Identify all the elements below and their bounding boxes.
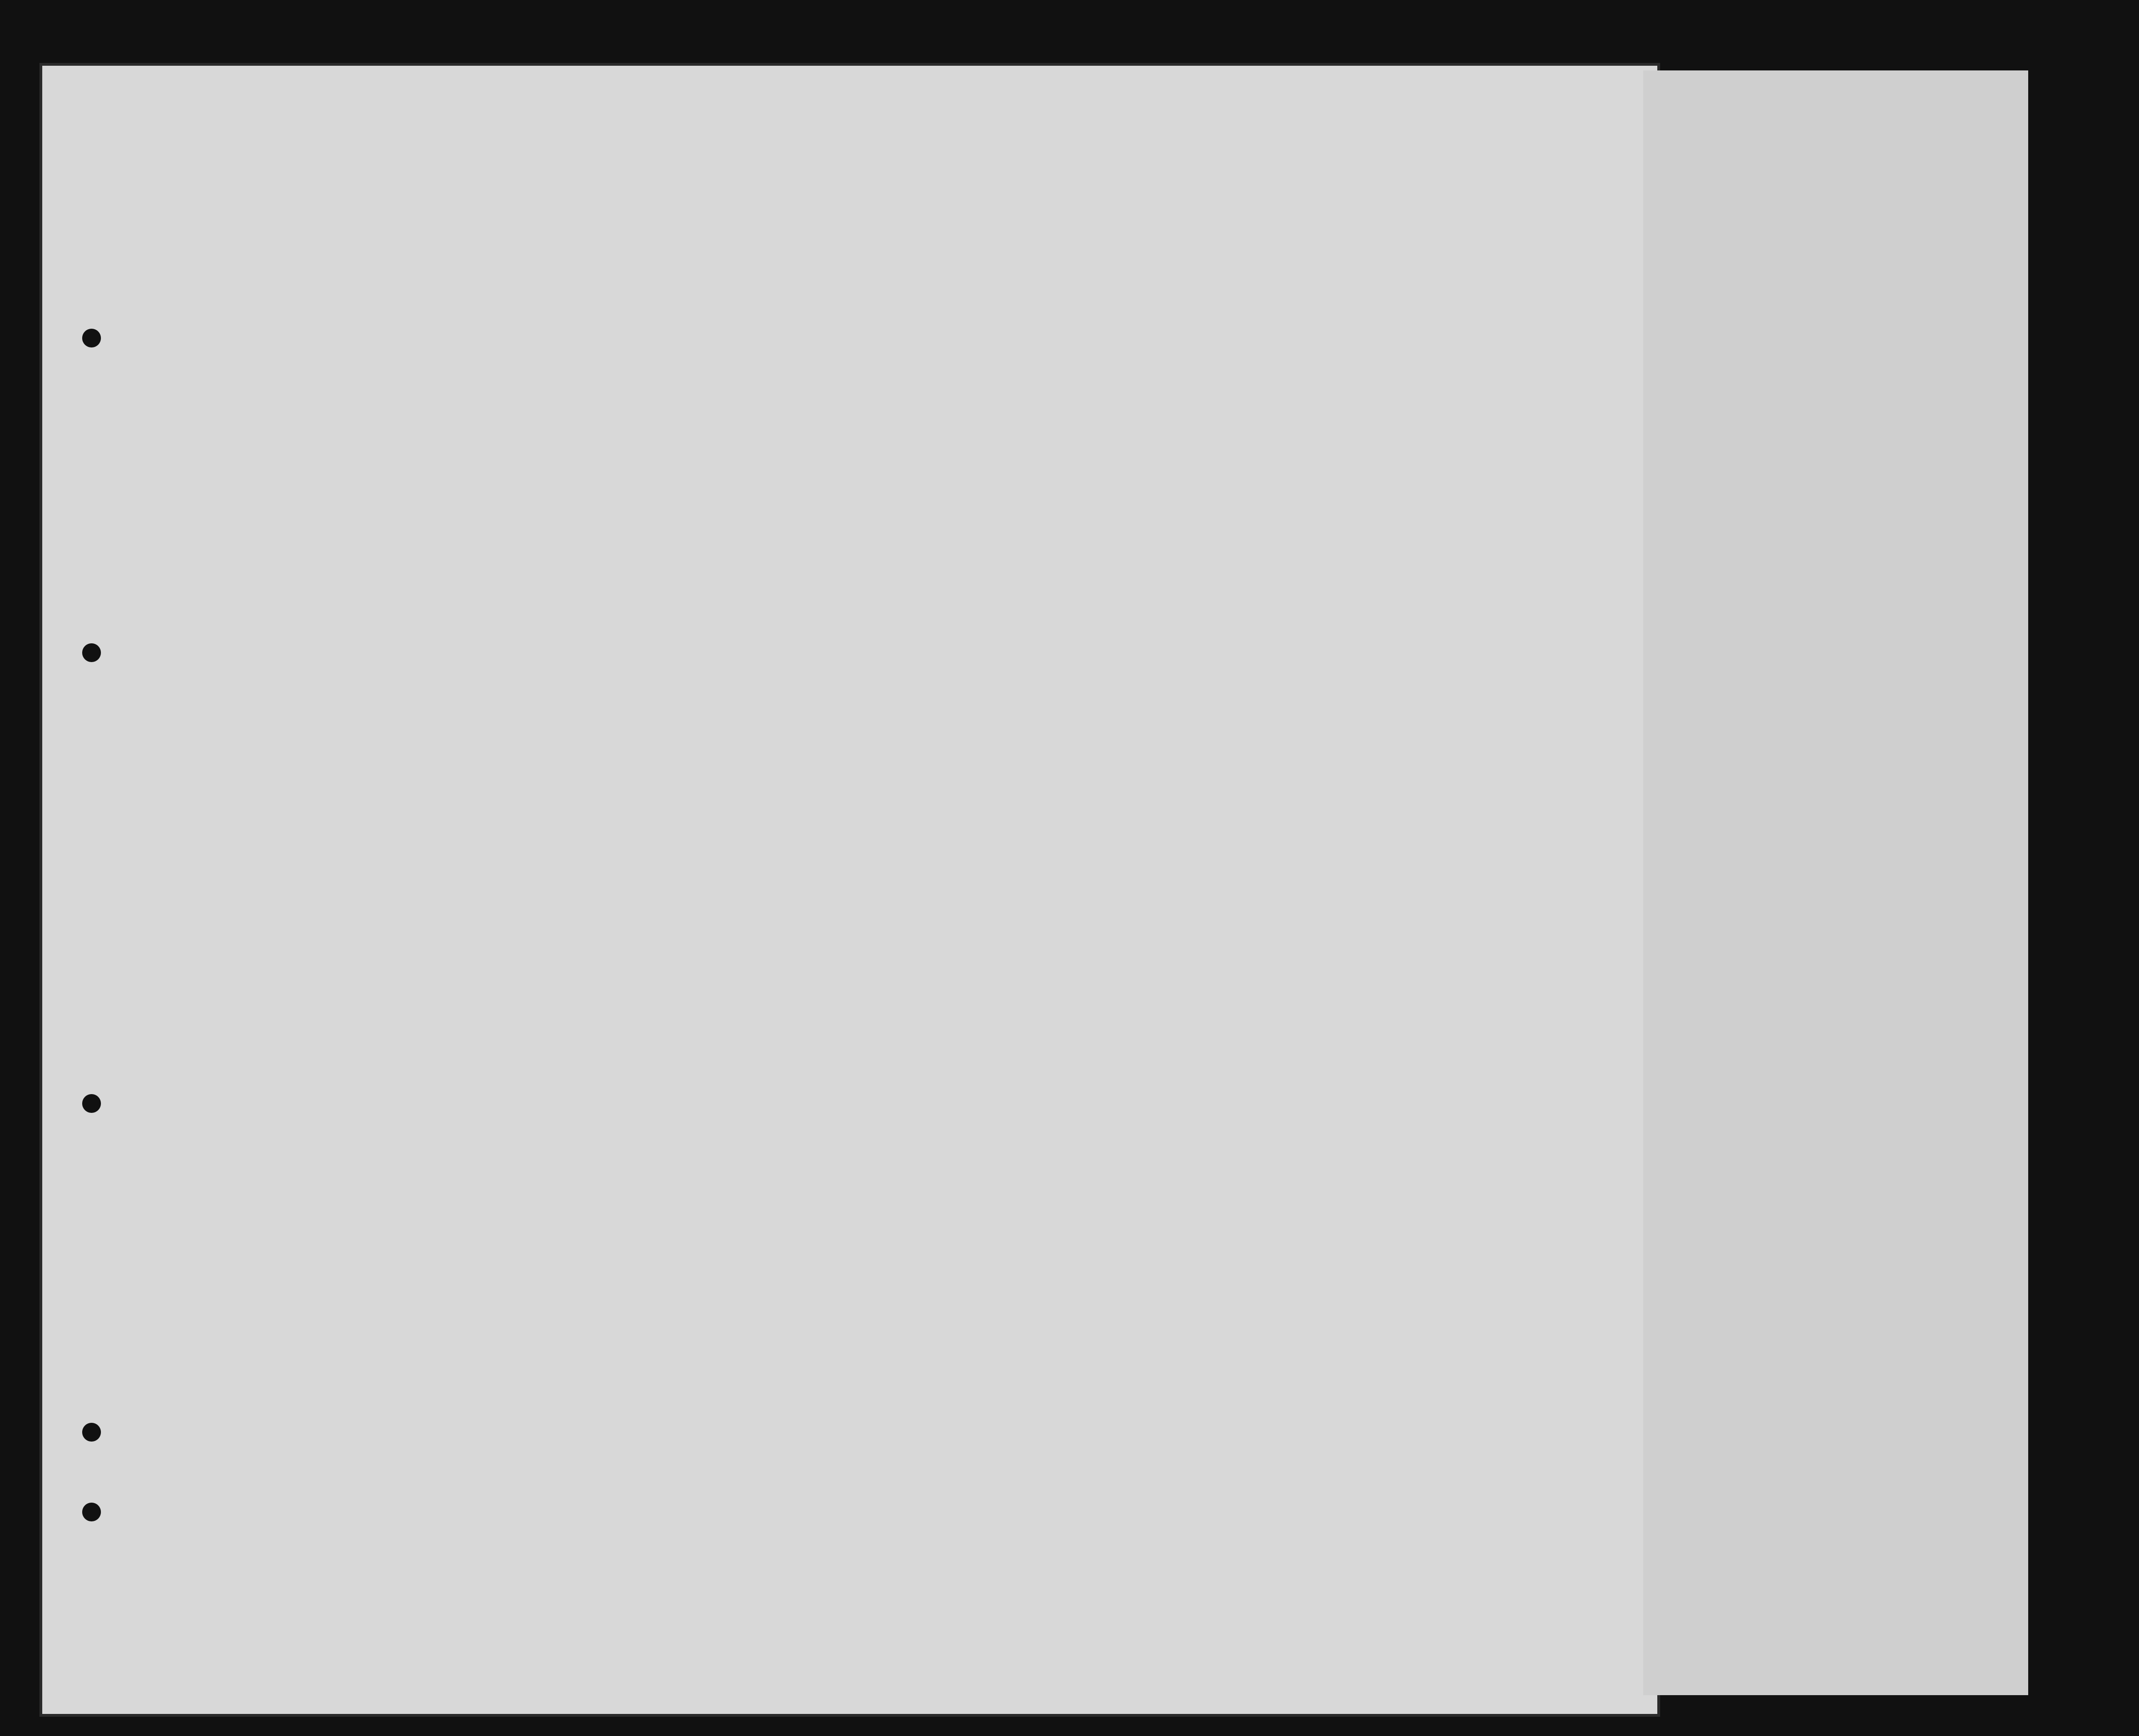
list-number [1413,101,1419,127]
punch-hole [82,1423,101,1442]
punch-hole [82,1094,101,1113]
punch-hole [82,329,101,347]
punch-hole [82,1503,101,1521]
punch-hole [82,643,101,662]
visa-sheet [1643,70,2028,1695]
manifest-grid [80,275,1622,1683]
